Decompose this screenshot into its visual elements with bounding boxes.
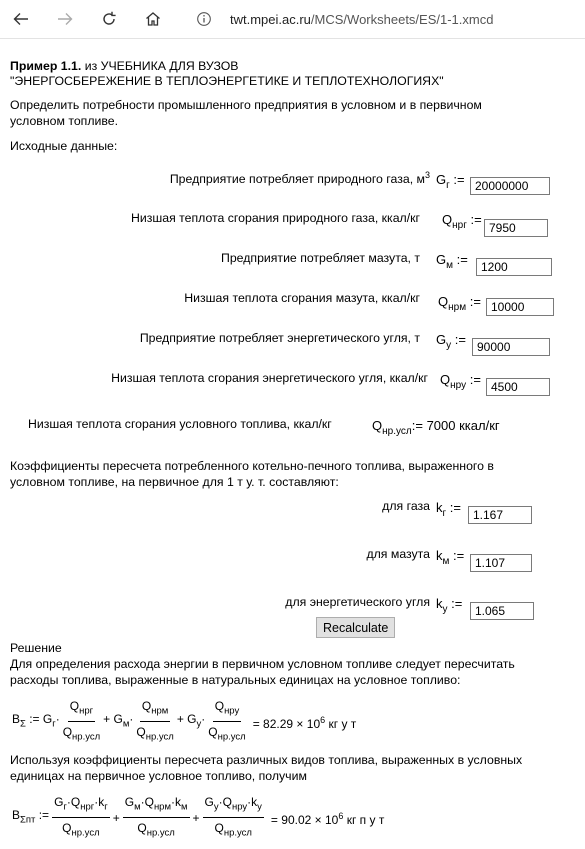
oil-consumption-input[interactable] xyxy=(476,258,552,276)
forward-button[interactable] xyxy=(52,6,78,32)
oil-heat-var: $Q_{нрм}$ := xyxy=(438,294,481,313)
gas-heat-label: Низшая теплота сгорания природного газа, ккал/кг xyxy=(130,211,420,225)
coef-gas-var: $k_г$ := xyxy=(436,500,461,519)
gas-consumption-var: $G_г$ := xyxy=(436,172,465,191)
coef-oil-label: для мазута xyxy=(366,547,430,561)
conventional-heat-label: Низшая теплота сгорания условного топлива, ккал/кг xyxy=(28,417,332,431)
task-line-1: Определить потребности промышленного предприятия в условном и в первичном xyxy=(10,98,482,112)
coal-heat-input[interactable] xyxy=(486,378,550,396)
gas-heat-input[interactable] xyxy=(484,219,548,237)
home-icon xyxy=(144,10,162,28)
conventional-heat-value: 7000 xyxy=(426,418,456,433)
conventional-heat-unit: ккал/кг xyxy=(459,418,500,433)
coal-heat-label: Низшая теплота сгорания энергетического угля, ккал/кг xyxy=(111,371,428,385)
gas-heat-var: $Q_{нрг}$ := xyxy=(442,212,482,231)
coef-text-line-2: условном топливе, на первичное для 1 т у. т. составляют: xyxy=(10,475,339,489)
arrow-left-icon xyxy=(12,10,30,28)
gas-consumption-label: Предприятие потребляет природного газа, $м^3$ xyxy=(169,170,430,187)
oil-heat-label: Низшая теплота сгорания мазута, ккал/кг xyxy=(184,291,420,305)
solution-text-2-line-2: единицах на первичное условное топливо, получим xyxy=(10,769,307,783)
info-icon[interactable] xyxy=(196,11,212,27)
coef-coal-label: для энергетического угля xyxy=(285,595,430,609)
result-primary: = $90.02 \times 10^6$ кг п у т xyxy=(270,810,385,827)
coef-text-line-1: Коэффициенты пересчета потребленного котельно-печного топлива, выраженного в xyxy=(10,459,494,473)
initial-data-heading: Исходные данные: xyxy=(10,139,118,153)
coef-gas-input[interactable] xyxy=(468,506,532,524)
oil-heat-input[interactable] xyxy=(486,298,554,316)
url-host: twt.mpei.ac.ru xyxy=(230,11,311,27)
refresh-button[interactable] xyxy=(96,6,122,32)
browser-toolbar xyxy=(0,0,585,39)
solution-text-2-line-1: Используя коэффициенты пересчета различных видов топлива, выраженных в условных xyxy=(10,753,523,767)
book-title: "ЭНЕРГОСБЕРЕЖЕНИЕ В ТЕПЛОЭНЕРГЕТИКЕ И ТЕПЛОТЕХНОЛОГИЯХ" xyxy=(10,74,444,88)
coal-consumption-var: $G_у$ := xyxy=(436,332,466,351)
formula-conventional: $B_\Sigma$ := $G_г\cdot$ $\frac{Q_{нрг}}{Q_{нр.усл}}$ + $G_м\cdot$ $\frac{Q_{нрм}}{Q_{нр.усл}}$ + $G_у\cdot$ $\frac{Q_{нру}}{Q_{нр.усл}}$ = $82.29 \times 10^6$ кг у т xyxy=(12,699,357,743)
example-number: Пример 1.1. xyxy=(10,59,82,73)
formula-primary: $B_{\Sigma пт}$ := $\frac{G_г\cdot Q_{нрг}\cdot k_г}{Q_{нр.усл}}$ + $\frac{G_м\cdot Q_{нрм}\cdot k_м}{Q_{нр.усл}}$ + $\frac{G_у\cdot Q_{нру}\cdot k_у}{Q_{нр.усл}}$ = $90.02 \times 10^6$ кг п у т xyxy=(12,795,385,839)
result-conventional: = $82.29 \times 10^6$ кг у т xyxy=(252,714,357,731)
coef-oil-var: $k_м$ := xyxy=(436,548,465,567)
coef-coal-var: $k_у$ := xyxy=(436,596,463,615)
gas-consumption-input[interactable] xyxy=(470,177,550,195)
refresh-icon xyxy=(100,10,118,28)
task-line-2: условном топливе. xyxy=(10,114,119,128)
solution-heading: Решение xyxy=(10,641,62,655)
example-source: из УЧЕБНИКА ДЛЯ ВУЗОВ xyxy=(81,59,239,73)
coef-coal-input[interactable] xyxy=(470,602,534,620)
oil-consumption-label: Предприятие потребляет мазута, т xyxy=(220,251,420,265)
home-button[interactable] xyxy=(140,6,166,32)
coal-consumption-input[interactable] xyxy=(472,338,550,356)
conventional-heat-expression: $Q_{нр.усл}:= 7000$ ккал/кг xyxy=(372,418,500,437)
solution-text-1-line-1: Для определения расхода энергии в первичном условном топливе следует пересчитать xyxy=(10,657,515,671)
back-button[interactable] xyxy=(8,6,34,32)
solution-text-1-line-2: расходы топлива, выраженные в натуральных единицах на условное топливо: xyxy=(10,673,461,687)
recalculate-button[interactable]: Recalculate xyxy=(316,617,395,638)
url-path: /MCS/Worksheets/ES/1-1.xmcd xyxy=(310,11,494,27)
coef-gas-label: для газа xyxy=(382,499,430,513)
arrow-right-icon xyxy=(56,10,74,28)
oil-consumption-var: $G_м$ := xyxy=(436,252,468,271)
coal-consumption-label: Предприятие потребляет энергетического угля, т xyxy=(139,331,420,345)
coef-oil-input[interactable] xyxy=(470,554,532,572)
address-bar[interactable] xyxy=(196,6,585,32)
coal-heat-var: $Q_{нру}$ := xyxy=(440,372,481,391)
